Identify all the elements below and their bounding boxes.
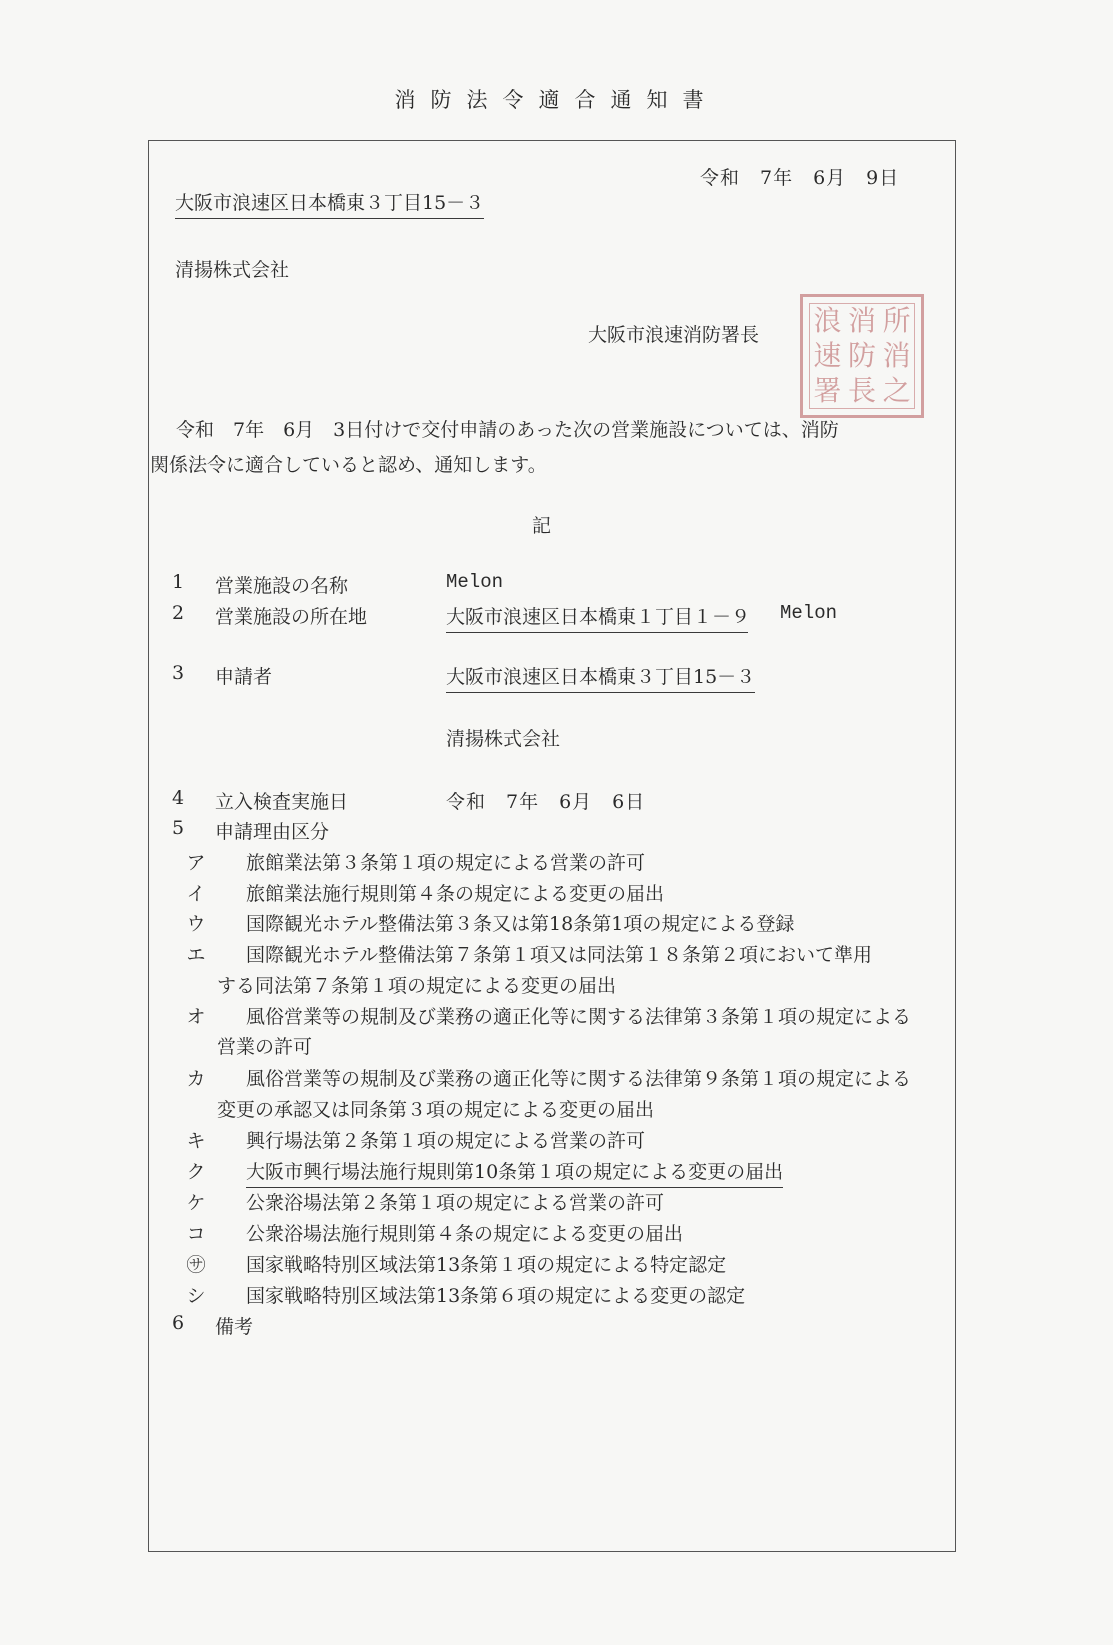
reason-mark: キ [186,1130,206,1152]
item-value-applicant-name: 清揚株式会社 [446,728,561,750]
reason-text: 風俗営業等の規制及び業務の適正化等に関する法律第９条第１項の規定による [246,1068,912,1090]
recipient-name: 清揚株式会社 [175,259,290,281]
reason-text: 国際観光ホテル整備法第７条第１項又は同法第１８条第２項において準用 [246,944,873,966]
seal-character: 之 [882,373,911,407]
reason-mark: ア [186,852,206,874]
reason-text: 公衆浴場法第２条第１項の規定による営業の許可 [246,1192,665,1214]
item-number: 6 [171,1312,185,1334]
document-title: 消防法令適合通知書 [394,88,719,112]
reason-mark: カ [186,1068,206,1090]
reason-text: 風俗営業等の規制及び業務の適正化等に関する法律第３条第１項の規定による [246,1006,912,1028]
item-label-applicant: 申請者 [215,666,273,688]
reason-text: 公衆浴場法施行規則第４条の規定による変更の届出 [246,1223,684,1245]
reason-text-continued: する同法第７条第１項の規定による変更の届出 [217,975,617,997]
official-seal [800,294,924,418]
seal-character: 消 [847,304,876,338]
reason-mark: コ [186,1223,206,1245]
reason-text: 国家戦略特別区域法第13条第１項の規定による特定認定 [246,1254,727,1276]
reason-mark: オ [186,1006,206,1028]
item-number: 1 [171,571,185,593]
item-label-facility-name: 営業施設の名称 [215,575,349,597]
reason-mark-selected: ㋚ [186,1254,206,1276]
item-number: 4 [171,787,185,809]
item-value-facility-address: 大阪市浪速区日本橋東１丁目１－９ [446,602,748,633]
reason-text: 旅館業法施行規則第４条の規定による変更の届出 [246,883,665,905]
reason-mark: シ [186,1285,206,1307]
reason-text: 大阪市興行場法施行規則第10条第１項の規定による変更の届出 [246,1157,783,1188]
item-number: 5 [171,817,185,839]
reason-mark: ウ [186,913,206,935]
issue-date: 令和 7年 6月 9日 [700,167,900,189]
item-value-inspection-date: 令和 7年 6月 6日 [446,791,646,813]
issuer-title: 大阪市浪速消防署長 [588,324,760,346]
reason-text-continued: 変更の承認又は同条第３項の規定による変更の届出 [217,1099,655,1121]
body-text-line-2: 関係法令に適合していると認め、通知します。 [150,454,547,476]
seal-character: 浪 [813,304,842,338]
seal-character: 消 [882,338,911,372]
seal-character: 速 [813,338,842,372]
item-value-facility-name: Melon [446,571,504,593]
item-label-remarks: 備考 [215,1316,254,1338]
item-label-facility-address: 営業施設の所在地 [215,606,368,628]
notation-heading: 記 [532,515,552,537]
item-label-application-reason: 申請理由区分 [215,821,330,843]
item-number: 2 [171,602,185,624]
reason-text: 興行場法第２条第１項の規定による営業の許可 [246,1130,646,1152]
reason-mark: イ [186,883,206,905]
reason-mark: エ [186,944,206,966]
seal-character: 所 [882,304,911,338]
reason-mark: ケ [186,1192,206,1214]
item-number: 3 [171,662,185,684]
seal-character: 長 [847,373,876,407]
item-label-inspection-date: 立入検査実施日 [215,791,349,813]
reason-text: 旅館業法第３条第１項の規定による営業の許可 [246,852,646,874]
reason-text-continued: 営業の許可 [217,1036,313,1058]
recipient-address: 大阪市浪速区日本橋東３丁目15－３ [175,188,484,219]
seal-character: 防 [847,338,876,372]
reason-text: 国家戦略特別区域法第13条第６項の規定による変更の認定 [246,1285,746,1307]
reason-mark: ク [186,1161,206,1183]
body-text-line-1: 令和 7年 6月 3日付けで交付申請のあった次の営業施設については、消防 [176,419,839,441]
item-value-facility-address-suffix: Melon [780,602,838,624]
seal-character: 署 [813,373,842,407]
reason-text: 国際観光ホテル整備法第３条又は第18条第1項の規定による登録 [246,913,795,935]
item-value-applicant-address: 大阪市浪速区日本橋東３丁目15－３ [446,662,755,693]
